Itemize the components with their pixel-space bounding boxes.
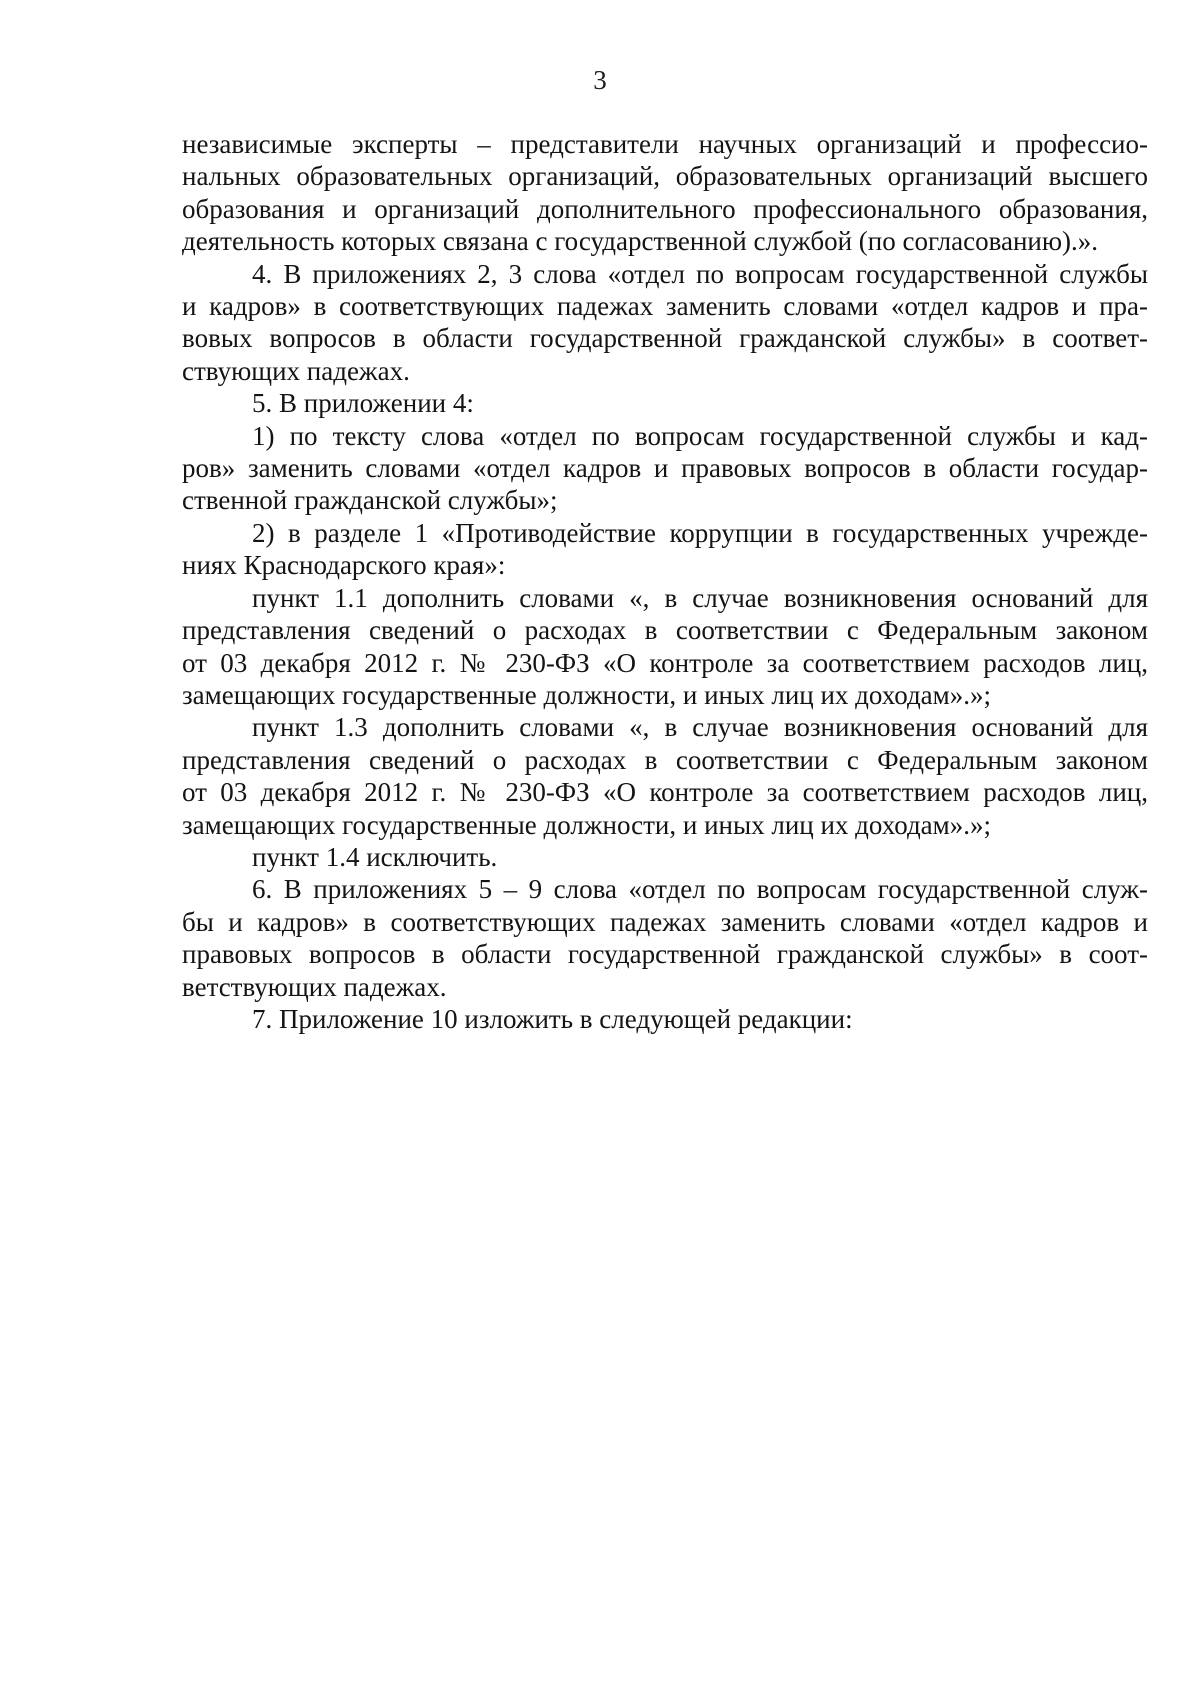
paragraph-item-4 [182, 258, 1148, 388]
paragraph-point-1-1 [182, 582, 1148, 712]
paragraph-point-1-3 [182, 711, 1148, 841]
text-line: от 03 декабря 2012 г. № 230-ФЗ «О контроле за соответствием расходов лиц, [182, 647, 1148, 678]
paragraph-item-5-1 [182, 420, 1148, 517]
paragraph-point-1-4 [182, 841, 1148, 873]
text-line: ственной гражданской службы»; [182, 485, 558, 516]
text-line: и кадров» в соответствующих падежах заменить словами «отдел кадров и пра- [182, 291, 1148, 322]
text-line: 2) в разделе 1 «Противодействие коррупции в государственных учрежде- [252, 517, 1148, 548]
document-body [182, 128, 1148, 1035]
text-line: ров» заменить словами «отдел кадров и правовых вопросов в области государ- [182, 453, 1148, 484]
text-line: 7. Приложение 10 изложить в следующей редакции: [252, 1003, 853, 1034]
text-line: пункт 1.4 исключить. [252, 841, 498, 872]
text-line: ветствующих падежах. [182, 971, 447, 1002]
text-line: правовых вопросов в области государственной гражданской службы» в соот- [182, 939, 1148, 970]
paragraph-experts [182, 128, 1148, 258]
text-line: ствующих падежах. [182, 355, 410, 386]
text-line: независимые эксперты – представители научных организаций и профессио- [182, 129, 1148, 159]
text-line: бы и кадров» в соответствующих падежах заменить словами «отдел кадров и [182, 906, 1148, 937]
text-line: представления сведений о расходах в соответствии с Федеральным законом [182, 615, 1148, 646]
paragraph-item-6 [182, 873, 1148, 1003]
text-line: 5. В приложении 4: [252, 388, 474, 419]
text-line: 1) по тексту слова «отдел по вопросам государственной службы и кад- [252, 420, 1148, 451]
text-line: вовых вопросов в области государственной гражданской службы» в соответ- [182, 323, 1148, 354]
paragraph-item-5 [182, 387, 1148, 419]
paragraph-item-5-2 [182, 517, 1148, 582]
text-line: пункт 1.3 дополнить словами «, в случае возникновения оснований для [252, 712, 1148, 743]
text-line: 4. В приложениях 2, 3 слова «отдел по вопросам государственной службы [252, 258, 1148, 289]
text-line: образования и организаций дополнительного профессионального образования, [182, 193, 1148, 224]
text-line: представления сведений о расходах в соответствии с Федеральным законом [182, 744, 1148, 775]
text-line: 6. В приложениях 5 – 9 слова «отдел по вопросам государственной служ- [252, 874, 1148, 905]
page-number: 3 [593, 65, 607, 95]
text-line: замещающих государственные должности, и иных лиц их доходам».»; [182, 679, 991, 710]
paragraph-item-7 [182, 1003, 1148, 1035]
text-line: нальных образовательных организаций, образовательных организаций высшего [182, 161, 1148, 192]
text-line: ниях Краснодарского края»: [182, 550, 506, 581]
text-line: пункт 1.1 дополнить словами «, в случае возникновения оснований для [252, 582, 1148, 613]
text-line: деятельность которых связана с государственной службой (по согласованию).». [182, 226, 1099, 257]
text-line: замещающих государственные должности, и иных лиц их доходам».»; [182, 809, 991, 840]
text-line: от 03 декабря 2012 г. № 230-ФЗ «О контроле за соответствием расходов лиц, [182, 777, 1148, 808]
